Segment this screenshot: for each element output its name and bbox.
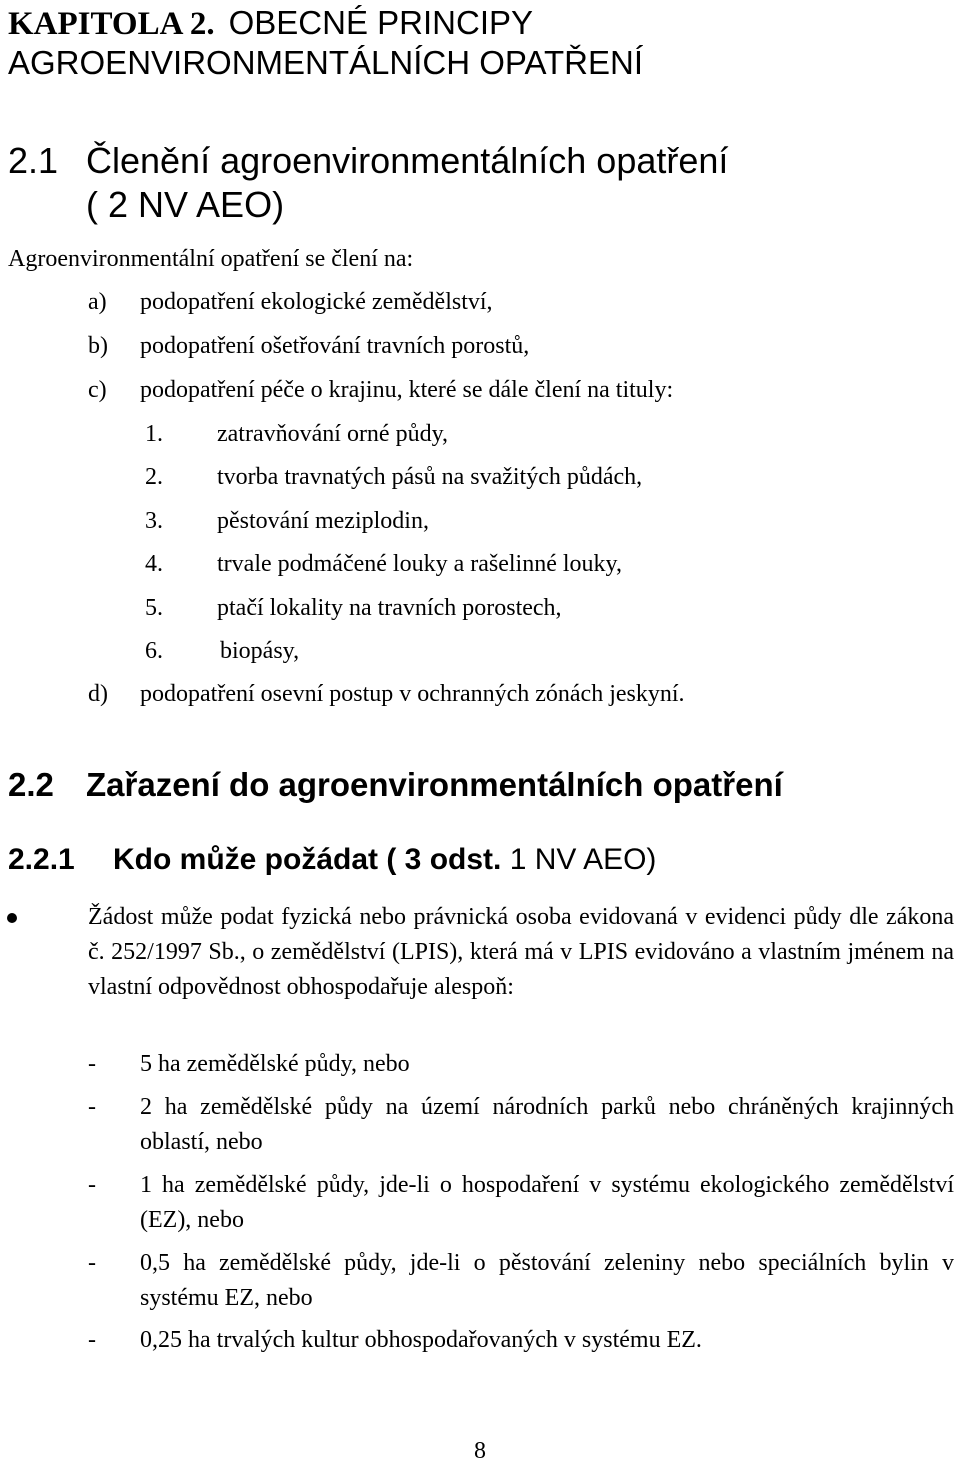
- bullet-icon: [7, 913, 17, 923]
- sub-list-item-text: trvale podmáčené louky a rašelinné louky,: [217, 551, 622, 577]
- dash-list-item: [88, 1246, 954, 1316]
- sub-list-item-marker: 1.: [145, 421, 163, 447]
- dash-list-item-text: 5 ha zemědělské půdy, nebo: [140, 1051, 410, 1077]
- sub-list-item-marker: 3.: [145, 508, 163, 534]
- section-2-2-1-title: Kdo může požádat (: [113, 843, 397, 876]
- dash-list-item: [88, 1090, 954, 1160]
- sub-list-item: [145, 636, 299, 666]
- section-2-1-title-line2: ( 2 NV AEO): [86, 184, 285, 225]
- sub-list-item: [145, 549, 622, 579]
- list-item-text: podopatření ošetřování travních porostů,: [140, 333, 530, 359]
- dash-marker: -: [88, 1250, 96, 1276]
- section-2-2-1-title-rest: 1 NV AEO): [501, 843, 657, 876]
- sub-list-item-text: zatravňování orné půdy,: [217, 421, 449, 447]
- sub-list-item-marker: 2.: [145, 464, 163, 490]
- sub-list-item-marker: 4.: [145, 551, 163, 577]
- dash-list-item: [88, 1323, 954, 1358]
- list-item-text: podopatření péče o krajinu, které se dále člení na tituly:: [140, 377, 674, 403]
- list-item: [88, 375, 673, 405]
- eligibility-paragraph: Žádost může podat fyzická nebo právnická osoba evidovaná v evidenci půdy dle zákona č. 252/1997 Sb., o zemědělství (LPIS), která má v LPIS evidováno a vlastním jménem na vlastní odpovědnost obhospodařuje alespoň:: [88, 904, 954, 1000]
- list-item: [88, 331, 529, 361]
- section-2-2-title: Zařazení do agroenvironmentálních opatření: [86, 766, 783, 803]
- dash-list-item: [88, 1047, 954, 1082]
- list-item-marker: d): [88, 681, 108, 707]
- section-2-2-1-number: 2.2.1: [8, 843, 75, 876]
- dash-list-item-text: 0,25 ha trvalých kultur obhospodařovaných v systému EZ.: [140, 1327, 702, 1353]
- list-item-marker: b): [88, 333, 108, 359]
- list-item: [88, 679, 685, 709]
- list-item-marker: a): [88, 289, 107, 315]
- dash-list-item-text: 1 ha zemědělské půdy, jde-li o hospodaření v systému ekologického zemědělství (EZ), nebo: [140, 1172, 954, 1233]
- dash-list-item-text: 0,5 ha zemědělské půdy, jde-li o pěstování zeleniny nebo speciálních bylin v systému EZ, nebo: [140, 1250, 954, 1311]
- section-2-2-1-heading: [8, 842, 656, 878]
- chapter-heading: [8, 4, 533, 43]
- chapter-title-line2: AGROENVIRONMENTÁLNÍCH OPATŘENÍ: [8, 44, 644, 81]
- sub-list-item: [145, 419, 448, 449]
- sub-list-item-text: pěstování meziplodin,: [217, 508, 429, 534]
- list-item-text: podopatření ekologické zemědělství,: [140, 289, 493, 315]
- section-2-2-1-title-ref: 3 odst.: [396, 843, 502, 876]
- dash-marker: -: [88, 1327, 96, 1353]
- sub-list-item: [145, 593, 562, 623]
- dash-list-item: [88, 1168, 954, 1238]
- section-2-1-heading: [8, 140, 728, 182]
- sub-list-item-marker: 5.: [145, 595, 163, 621]
- sub-list-item: [145, 462, 642, 492]
- section-2-1-number: 2.1: [8, 140, 59, 181]
- sub-list-item: [145, 506, 429, 536]
- section-2-1-intro: Agroenvironmentální opatření se člení na:: [8, 246, 414, 272]
- dash-marker: -: [88, 1094, 96, 1120]
- sub-list-item-marker: 6.: [145, 638, 163, 664]
- list-item-text: podopatření osevní postup v ochranných zónách jeskyní.: [140, 681, 685, 707]
- section-2-2-heading: [8, 765, 783, 805]
- dash-marker: -: [88, 1172, 96, 1198]
- list-item: [88, 287, 493, 317]
- sub-list-item-text: biopásy,: [220, 638, 300, 664]
- list-item-marker: c): [88, 377, 107, 403]
- section-2-1-title-line1: Členění agroenvironmentálních opatření: [86, 140, 729, 181]
- chapter-label: KAPITOLA 2.: [8, 6, 215, 42]
- chapter-title-line1: OBECNÉ PRINCIPY: [228, 4, 534, 41]
- page-number: 8: [474, 1438, 486, 1464]
- dash-marker: -: [88, 1051, 96, 1077]
- sub-list-item-text: tvorba travnatých pásů na svažitých půdách,: [217, 464, 643, 490]
- dash-list-item-text: 2 ha zemědělské půdy na území národních parků nebo chráněných krajinných oblastí, nebo: [140, 1094, 954, 1155]
- section-2-2-number: 2.2: [8, 766, 54, 803]
- sub-list-item-text: ptačí lokality na travních porostech,: [217, 595, 562, 621]
